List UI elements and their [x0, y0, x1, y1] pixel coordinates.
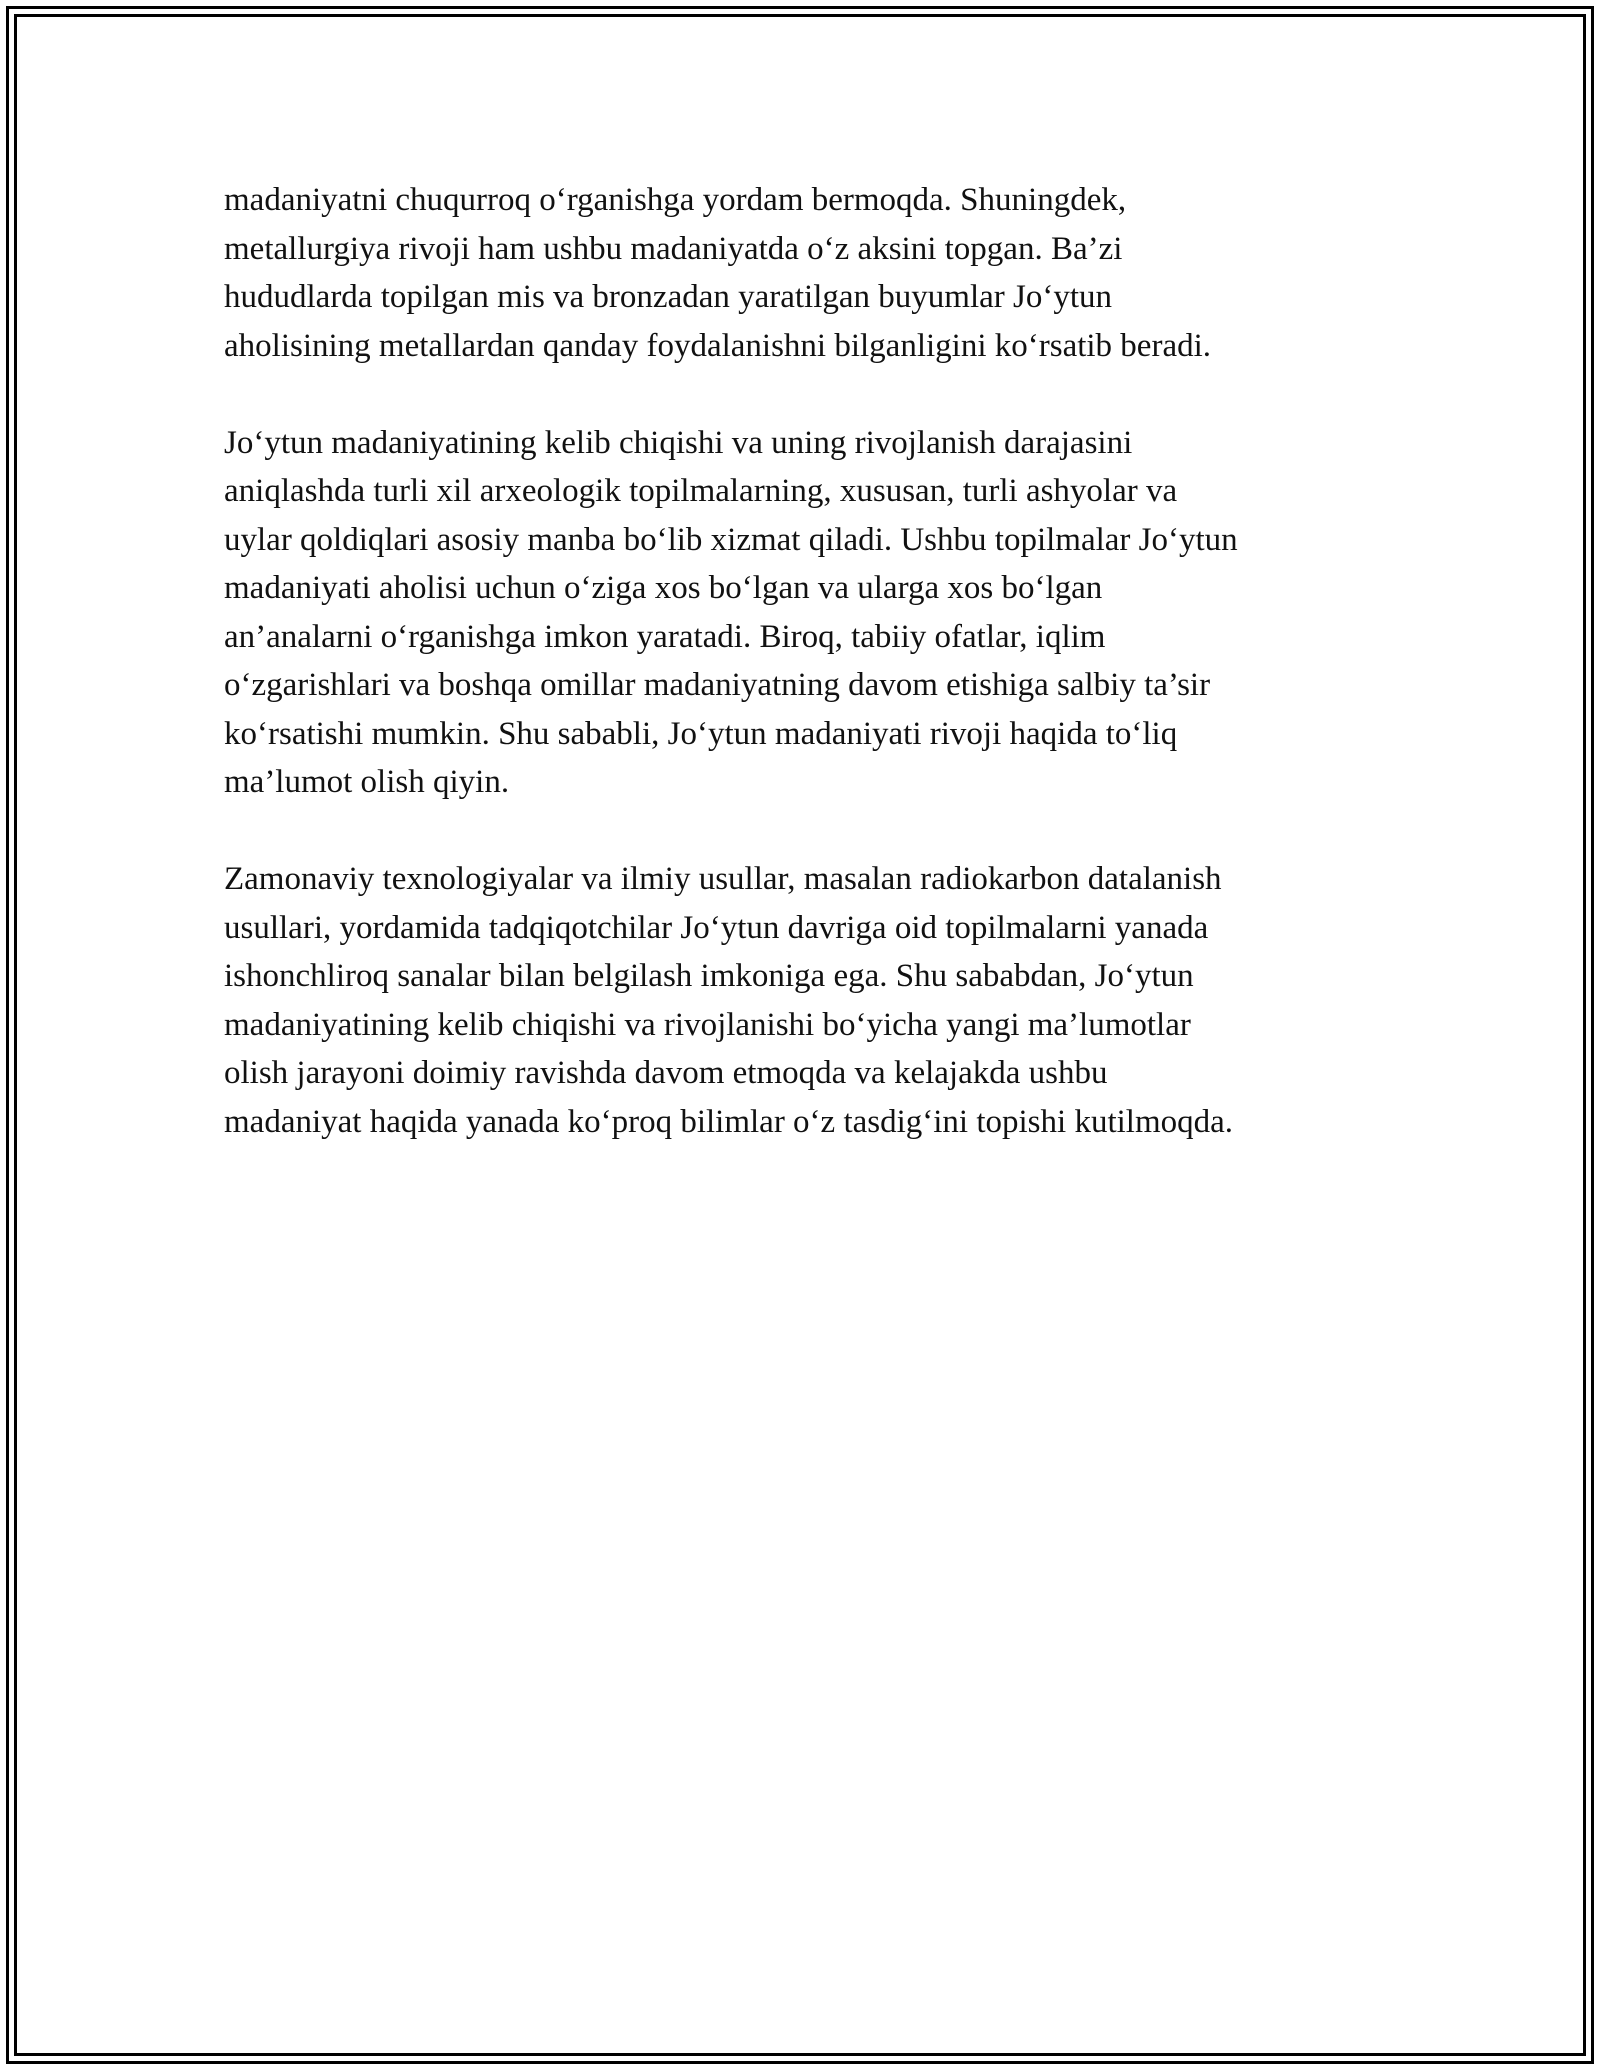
text-line: uylar qoldiqlari asosiy manba bo‘lib xizmat qiladi. Ushbu topilmalar Jo‘ytun: [224, 521, 1238, 558]
text-line: ma’lumot olish qiyin.: [224, 764, 510, 800]
text-line: Jo‘ytun madaniyatining kelib chiqishi va uning rivojlanish darajasini: [224, 424, 1133, 461]
text-line: ishonchliroq sanalar bilan belgilash imkoniga ega. Shu sababdan, Jo‘ytun: [224, 958, 1194, 994]
text-line: aniqlashda turli xil arxeologik topilmalarning, xususan, turli ashyolar va: [224, 473, 1178, 509]
text-line: hududlarda topilgan mis va bronzadan yaratilgan buyumlar Jo‘ytun: [224, 279, 1113, 315]
text-line: madaniyati aholisi uchun o‘ziga xos bo‘lgan va ularga xos bo‘lgan: [224, 570, 1103, 606]
text-line: madaniyatining kelib chiqishi va rivojlanishi bo‘yicha yangi ma’lumotlar: [224, 1006, 1191, 1043]
text-line: madaniyatni chuqurroq o‘rganishga yordam bermoqda. Shuningdek,: [224, 182, 1127, 218]
text-line: aholisining metallardan qanday foydalanishni bilganligini ko‘rsatib beradi.: [224, 327, 1212, 364]
text-line: o‘zgarishlari va boshqa omillar madaniyatning davom etishiga salbiy ta’sir: [224, 667, 1211, 703]
document-body: [224, 176, 1384, 1195]
text-line: usullari, yordamida tadqiqotchilar Jo‘ytun davriga oid topilmalarni yanada: [224, 909, 1209, 946]
text-line: an’analarni o‘rganishga imkon yaratadi. Biroq, tabiiy ofatlar, iqlim: [224, 618, 1106, 655]
paragraph-2: [224, 419, 1384, 807]
text-line: metallurgiya rivoji ham ushbu madaniyatda o‘z aksini topgan. Ba’zi: [224, 230, 1123, 267]
text-line: olish jarayoni doimiy ravishda davom etmoqda va kelajakda ushbu: [224, 1055, 1108, 1091]
text-line: Zamonaviy texnologiyalar va ilmiy usullar, masalan radiokarbon datalanish: [224, 861, 1222, 897]
paragraph-3: [224, 855, 1384, 1146]
text-line: madaniyat haqida yanada ko‘proq bilimlar o‘z tasdig‘ini topishi kutilmoqda.: [224, 1103, 1234, 1140]
text-line: ko‘rsatishi mumkin. Shu sababli, Jo‘ytun madaniyati rivoji haqida to‘liq: [224, 715, 1178, 752]
paragraph-1: [224, 176, 1384, 370]
